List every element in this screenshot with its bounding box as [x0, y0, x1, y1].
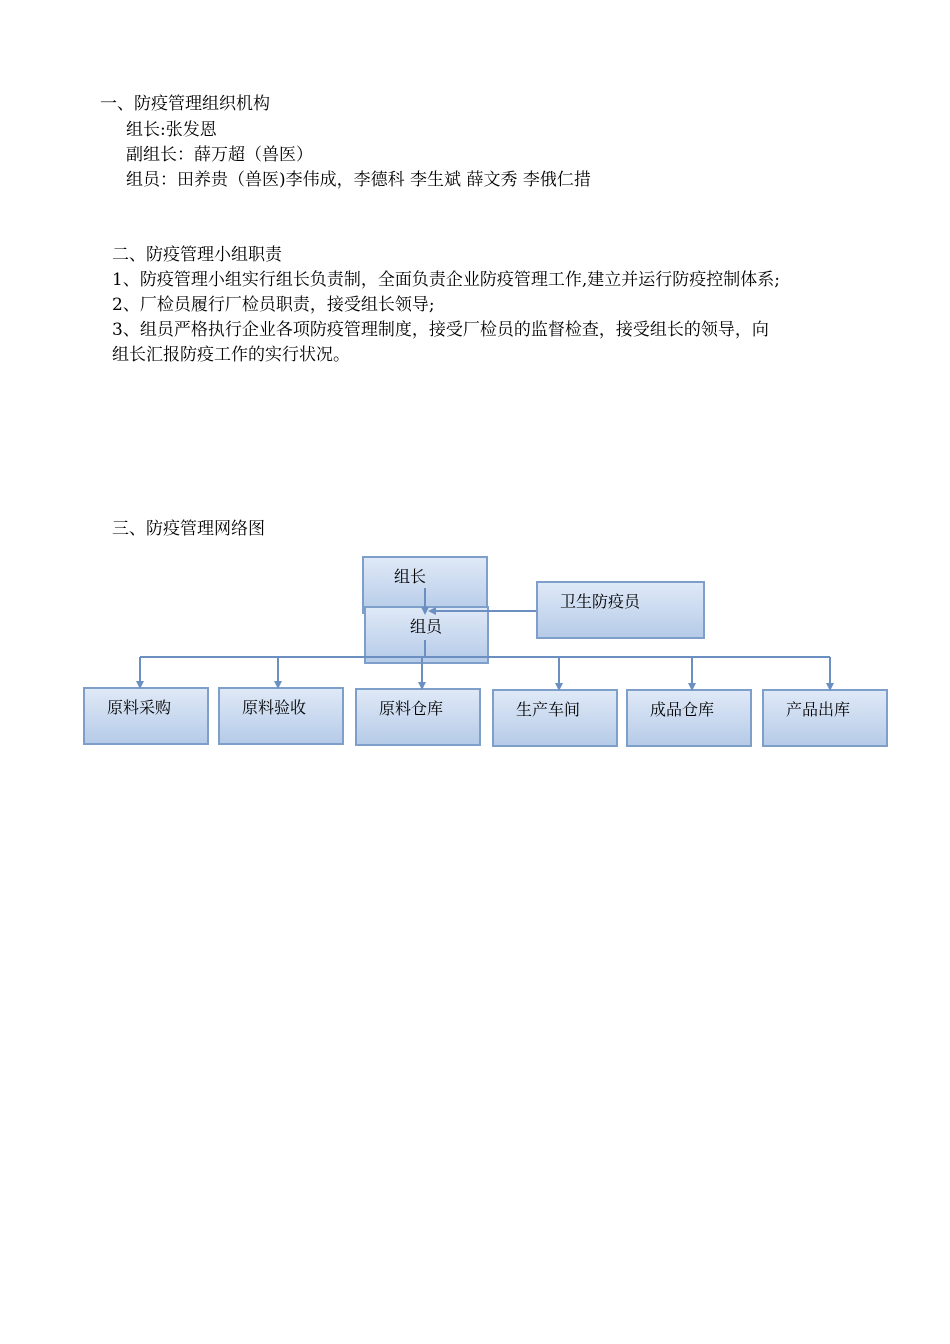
duty-item-2: 2、厂检员履行厂检员职责，接受组长领导; [112, 295, 435, 315]
member-box-label: 组员 [410, 617, 443, 636]
sanitation-box-label: 卫生防疫员 [560, 592, 641, 611]
section3-heading: 三、防疫管理网络图 [112, 519, 265, 539]
dept-label: 原料仓库 [379, 699, 444, 718]
dept-label: 原料采购 [107, 698, 172, 717]
section2-heading: 二、防疫管理小组职责 [112, 245, 282, 265]
leader-line: 组长:张发恩 [126, 120, 217, 140]
deputy-line: 副组长：薛万超（兽医） [126, 145, 313, 165]
dept-label: 原料验收 [242, 698, 307, 717]
members-line: 组员：田养贵（兽医)李伟成，李德科 李生斌 薛文秀 李俄仁措 [126, 170, 591, 190]
duty-item-3-cont: 组长汇报防疫工作的实行状况。 [112, 345, 350, 365]
leader-box-label: 组长 [394, 567, 427, 586]
dept-label: 生产车间 [516, 700, 581, 719]
dept-label: 成品仓库 [650, 700, 715, 719]
dept-label: 产品出库 [786, 700, 851, 719]
duty-item-1: 1、防疫管理小组实行组长负责制，全面负责企业防疫管理工作,建立并运行防疫控制体系; [112, 270, 780, 290]
duty-item-3: 3、组员严格执行企业各项防疫管理制度，接受厂检员的监督检查，接受组长的领导，向 [112, 320, 769, 340]
section1-heading: 一、防疫管理组织机构 [100, 94, 270, 114]
